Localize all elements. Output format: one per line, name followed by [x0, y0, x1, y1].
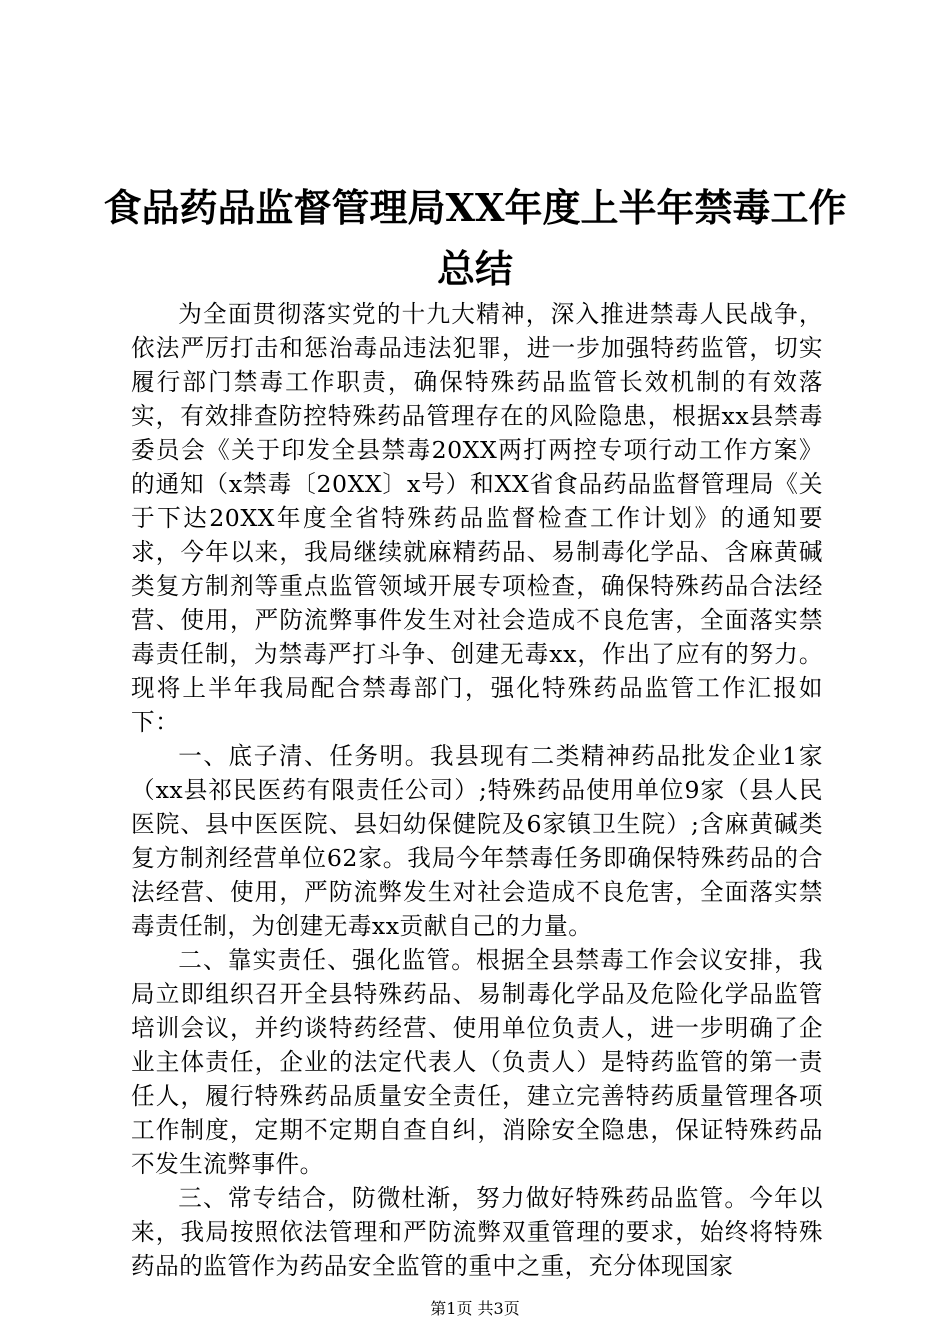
- paragraph-section-1: 一、底子清、任务明。我县现有二类精神药品批发企业1家（xx县祁民医药有限责任公司）;特殊药品使用单位9家（县人民医院、县中医医院、县妇幼保健院及6家镇卫生院）;含麻黄碱类复方制剂经营单位62家。我局今年禁毒任务即确保特殊药品的合法经营、使用，严防流弊发生对社会造成不良危害，全面落实禁毒责任制，为创建无毒xx贡献自己的力量。: [131, 742, 823, 940]
- page-number-footer: 第1页 共3页: [430, 1299, 520, 1318]
- document-body: [131, 297, 823, 1283]
- document-title-line-1: 食品药品监督管理局XX年度上半年禁毒工作: [103, 185, 847, 230]
- paragraph-intro: 为全面贯彻落实党的十九大精神，深入推进禁毒人民战争，依法严厉打击和惩治毒品违法犯罪，进一步加强特药监管，切实履行部门禁毒工作职责，确保特殊药品监管长效机制的有效落实，有效排查防控特殊药品管理存在的风险隐患，根据xx县禁毒委员会《关于印发全县禁毒20XX两打两控专项行动工作方案》的通知（x禁毒〔20XX〕x号）和XX省食品药品监督管理局《关于下达20XX年度全省特殊药品监督检查工作计划》的通知要求，今年以来，我局继续就麻精药品、易制毒化学品、含麻黄碱类复方制剂等重点监管领域开展专项检查，确保特殊药品合法经营、使用，严防流弊事件发生对社会造成不良危害，全面落实禁毒责任制，为禁毒严打斗争、创建无毒xx，作出了应有的努力。现将上半年我局配合禁毒部门，强化特殊药品监管工作汇报如下：: [131, 300, 823, 736]
- document-title-line-2: 总结: [436, 246, 513, 291]
- paragraph-section-2: 二、靠实责任、强化监管。根据全县禁毒工作会议安排，我局立即组织召开全县特殊药品、易制毒化学品及危险化学品监管培训会议，并约谈特药经营、使用单位负责人，进一步明确了企业主体责任，企业的法定代表人（负责人）是特药监管的第一责任人，履行特殊药品质量安全责任，建立完善特药质量管理各项工作制度，定期不定期自查自纠，消除安全隐患，保证特殊药品不发生流弊事件。: [131, 946, 823, 1178]
- paragraph-section-3: 三、常专结合，防微杜渐，努力做好特殊药品监管。今年以来，我局按照依法管理和严防流弊双重管理的要求，始终将特殊药品的监管作为药品安全监管的重中之重，充分体现国家: [131, 1184, 823, 1280]
